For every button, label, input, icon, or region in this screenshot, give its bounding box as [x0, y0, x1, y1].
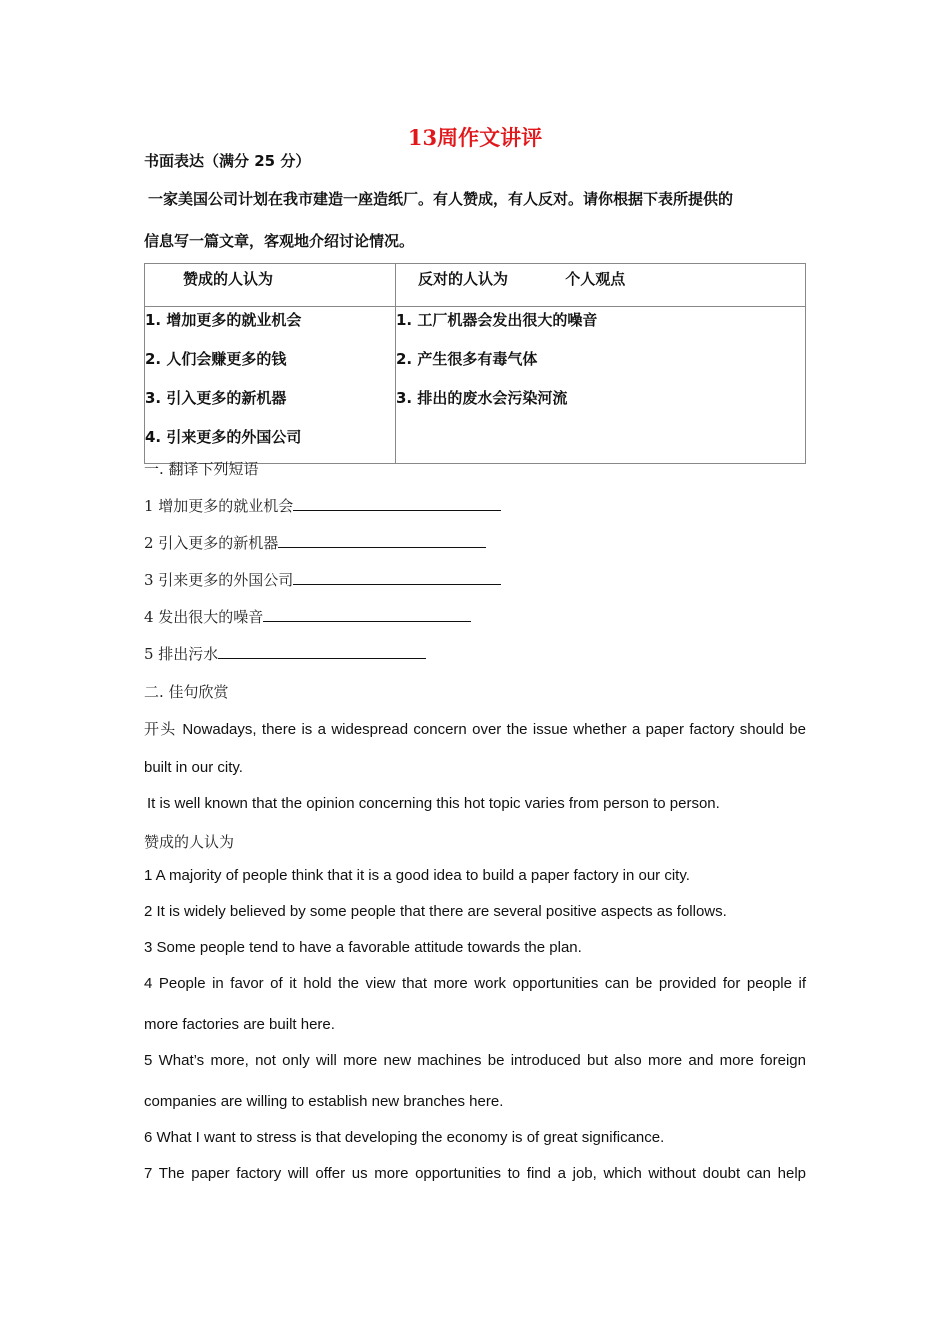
sentence-4: 4 People in favor of it hold the view that more work opportunities can be provided for people if	[144, 975, 806, 992]
opening-label: 开头	[144, 720, 183, 738]
support-cell	[145, 307, 396, 464]
answer-blank[interactable]	[293, 570, 501, 585]
list-item: 1. 增加更多的就业机会	[145, 311, 302, 329]
prompt-line-1: 一家美国公司计划在我市建造一座造纸厂。有人赞成，有人反对。请你根据下表所提供的	[148, 190, 734, 208]
list-item: 3. 引入更多的新机器	[145, 389, 287, 407]
support-subheading: 赞成的人认为	[144, 833, 235, 851]
translate-item	[144, 606, 806, 627]
answer-blank[interactable]	[218, 644, 426, 659]
sentence-5: 5 What’s more, not only will more new machines be introduced but also more and more foreign	[144, 1052, 806, 1069]
oppose-cell	[396, 307, 806, 464]
opinion-table	[144, 263, 806, 464]
sentence-5-cont: companies are willing to establish new branches here.	[144, 1093, 504, 1110]
translate-item-text: 5 排出污水	[144, 645, 219, 663]
translate-item-text: 1 增加更多的就业机会	[144, 497, 294, 515]
sentence-2: 2 It is widely believed by some people that there are several positive aspects as follows.	[144, 903, 727, 920]
sentence-1: 1 A majority of people think that it is a good idea to build a paper factory in our city.	[144, 867, 690, 884]
answer-blank[interactable]	[293, 496, 501, 511]
sentence-3: 3 Some people tend to have a favorable attitude towards the plan.	[144, 939, 582, 956]
sentence-7: 7 The paper factory will offer us more opportunities to find a job, which without doubt can help	[144, 1165, 806, 1182]
list-item: 2. 产生很多有毒气体	[396, 350, 538, 368]
answer-blank[interactable]	[278, 533, 486, 548]
page-title: 13周作文讲评	[407, 125, 543, 150]
header-personal: 个人观点	[565, 270, 626, 288]
translate-item	[144, 532, 806, 553]
list-item: 2. 人们会赚更多的钱	[145, 350, 287, 368]
list-item: 1. 工厂机器会发出很大的噪音	[396, 311, 598, 329]
section-heading: 书面表达（满分 25 分）	[144, 152, 311, 170]
table-header-cell	[145, 264, 396, 307]
opening-line-3: It is well known that the opinion concerning this hot topic varies from person to person.	[147, 795, 720, 812]
list-item: 4. 引来更多的外国公司	[145, 428, 302, 446]
translate-item-text: 4 发出很大的噪音	[144, 608, 264, 626]
translate-item-text: 2 引入更多的新机器	[144, 534, 279, 552]
sentence-4-cont: more factories are built here.	[144, 1016, 335, 1033]
sentence-6: 6 What I want to stress is that developing the economy is of great significance.	[144, 1129, 665, 1146]
opening-line-2: built in our city.	[144, 759, 243, 776]
prompt-line-2: 信息写一篇文章，客观地介绍讨论情况。	[144, 232, 415, 250]
section-translate-heading: 一. 翻译下列短语	[144, 460, 259, 478]
section-sentences-heading: 二. 佳句欣赏	[144, 683, 229, 701]
translate-item-text: 3 引来更多的外国公司	[144, 571, 294, 589]
opening-text: Nowadays, there is a widespread concern over the issue whether a paper factory should be	[182, 721, 806, 738]
table-header-cell	[396, 264, 806, 307]
translate-item	[144, 495, 806, 516]
header-oppose: 反对的人认为	[418, 270, 509, 288]
header-support: 赞成的人认为	[183, 270, 274, 288]
opening-line-1	[144, 718, 806, 739]
list-item: 3. 排出的废水会污染河流	[396, 389, 568, 407]
translate-item	[144, 643, 806, 664]
answer-blank[interactable]	[263, 607, 471, 622]
translate-item	[144, 569, 806, 590]
